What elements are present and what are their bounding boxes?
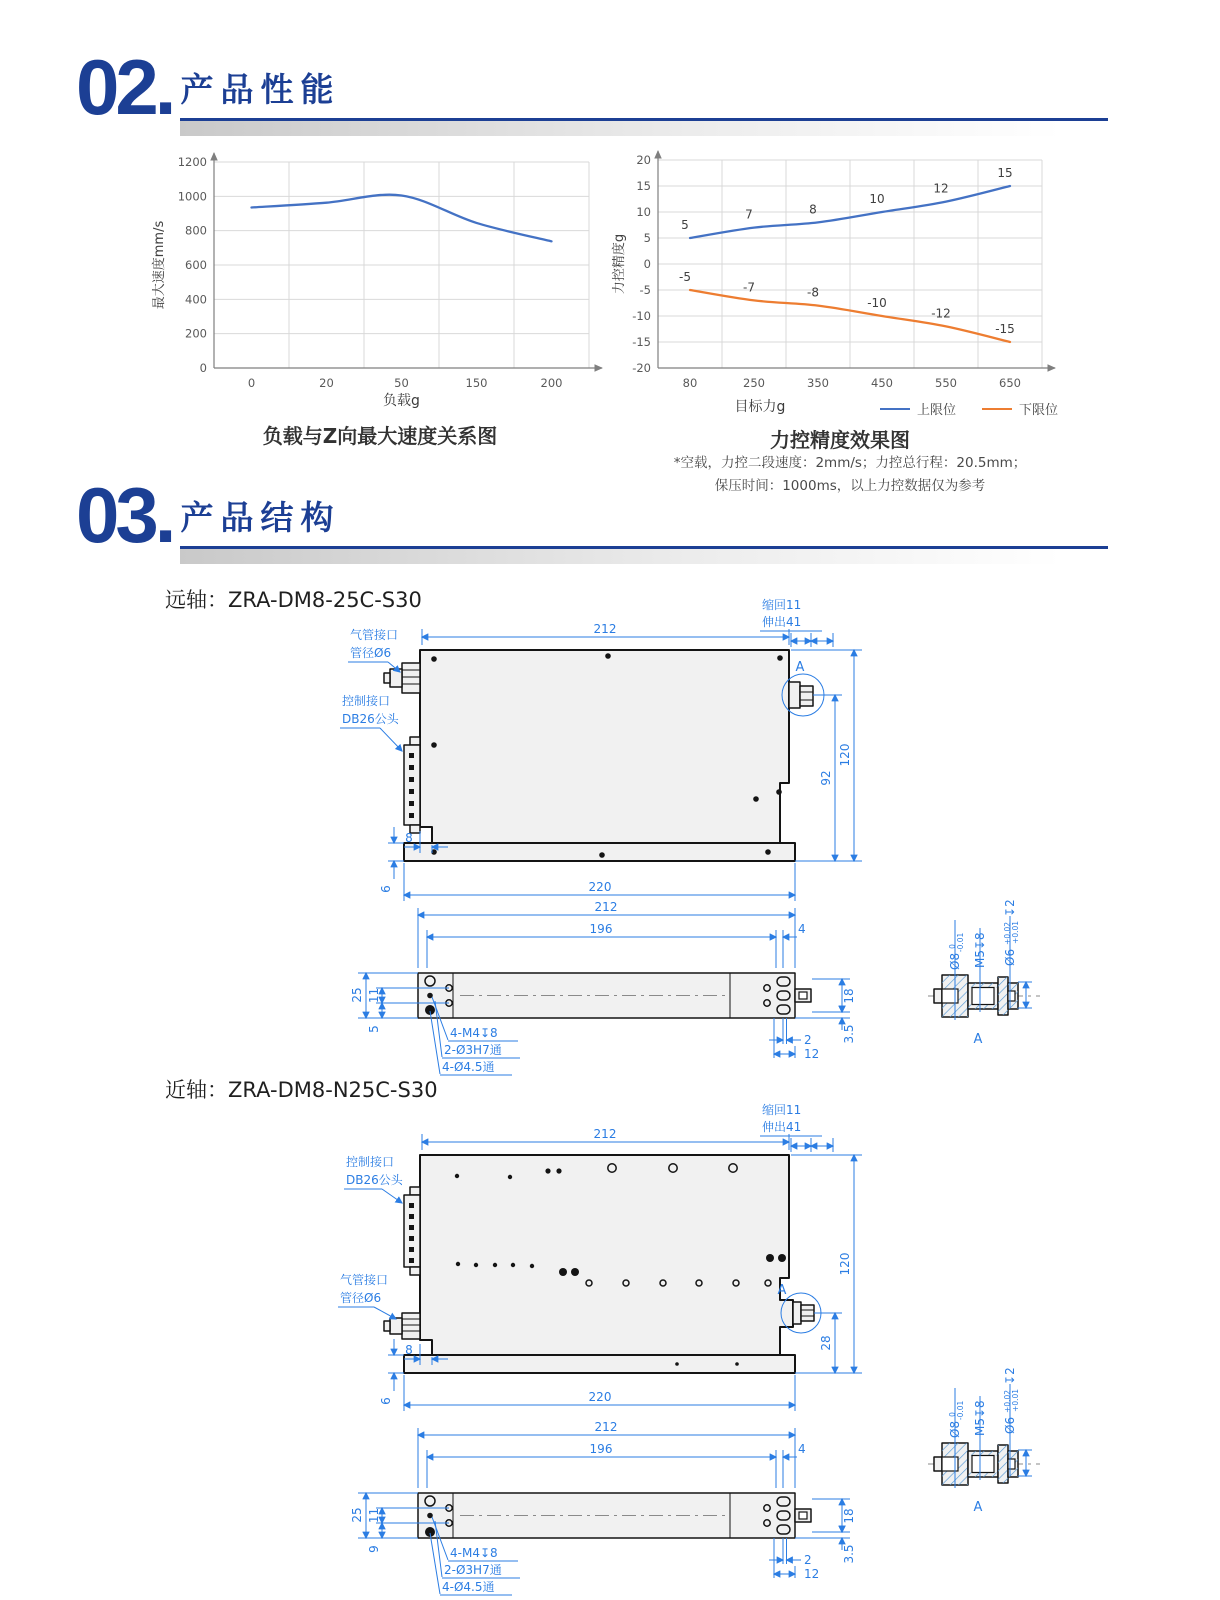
svg-text:7: 7 — [745, 207, 753, 222]
dim-25: 25 — [350, 987, 364, 1003]
ctrl-port-label-1: 控制接口 — [346, 1155, 395, 1169]
svg-text:8: 8 — [809, 202, 817, 217]
actuator-body-outline — [420, 1155, 793, 1355]
detail-dimensions — [948, 899, 1032, 1047]
near-axis-main-view — [330, 1100, 910, 1415]
pneumatic-connector — [384, 663, 420, 693]
ctrl-port-label-1: 控制接口 — [342, 694, 391, 708]
svg-text:5: 5 — [681, 218, 689, 232]
section-gradient-bar — [180, 549, 1108, 564]
svg-text:力控精度g: 力控精度g — [612, 233, 627, 295]
dim-28: 28 — [819, 1335, 833, 1351]
dim-d6: $Ø6^{+0.02}+0.01↧2$ — [1003, 1367, 1020, 1434]
svg-text:600: 600 — [185, 258, 207, 272]
air-port-label-1: 气管接口 — [340, 1273, 389, 1287]
dim-11: 11 — [367, 1507, 381, 1524]
svg-text:0: 0 — [247, 376, 256, 390]
db26-connector — [404, 1187, 420, 1275]
legend-label-lower: 下限位 — [1019, 403, 1059, 418]
detail-a-mark: A — [795, 660, 805, 675]
dim-8: 8 — [405, 831, 413, 845]
dim-2: 2 — [804, 1553, 812, 1567]
lower-limit-line-swatch — [982, 408, 1012, 410]
svg-text:350: 350 — [807, 376, 829, 390]
svg-text:80: 80 — [682, 376, 698, 390]
svg-text:-10: -10 — [867, 296, 887, 310]
air-port-label-1: 气管接口 — [350, 628, 399, 642]
ctrl-port-label-2: DB26公头 — [342, 712, 399, 726]
dim-120: 120 — [838, 1252, 852, 1276]
dim-6: 6 — [379, 885, 393, 893]
dim-3-5: 3.5 — [842, 1544, 856, 1564]
dim-11: 11 — [367, 987, 381, 1004]
svg-text:-5: -5 — [679, 270, 691, 284]
output-shaft — [793, 1302, 814, 1324]
dim-18: 18 — [842, 1508, 856, 1524]
section-title-structure: 产品结构 — [180, 498, 341, 537]
actuator-body-outline — [420, 650, 789, 843]
legend-item-upper — [880, 399, 956, 418]
callout-45: 4-Ø4.5通 — [442, 1580, 495, 1594]
svg-text:-8: -8 — [807, 285, 819, 300]
dim-220: 220 — [588, 1390, 612, 1404]
shaft-section — [934, 1443, 1018, 1485]
dim-extend: 伸出41 — [762, 1120, 802, 1134]
section-03-header — [76, 471, 1108, 564]
dim-92: 92 — [819, 770, 833, 786]
svg-text:20: 20 — [636, 153, 651, 167]
dim-4: 4 — [798, 1442, 806, 1456]
shaft-section — [934, 975, 1018, 1017]
detail-dimensions — [948, 1367, 1032, 1515]
svg-text:650: 650 — [999, 376, 1021, 390]
near-axis-label: 近轴： — [165, 1078, 228, 1102]
end-tab — [795, 989, 811, 1002]
detail-a-mark: A — [777, 1283, 787, 1298]
far-axis-side-view — [330, 900, 910, 1085]
chart2-legend — [880, 399, 1058, 418]
dim-220: 220 — [588, 880, 612, 894]
dim-retract: 缩回11 — [762, 598, 802, 612]
load-speed-chart — [150, 148, 605, 398]
dim-d8: $Ø8^0-0.01$ — [948, 1400, 965, 1438]
svg-text:-7: -7 — [743, 280, 755, 295]
base-flange — [404, 843, 795, 861]
section-number: 03. — [76, 471, 173, 559]
leader-labels — [338, 1154, 404, 1319]
callout-3h7: 2-Ø3H7通 — [444, 1043, 502, 1057]
dim-m5: M5↧8 — [973, 1400, 987, 1436]
dim-120: 120 — [838, 743, 852, 767]
chart2-title: 力控精度效果图 — [770, 428, 910, 452]
chart1-xlabel: 负载g — [383, 393, 420, 409]
svg-text:1200: 1200 — [177, 155, 207, 169]
legend-label-upper: 上限位 — [917, 403, 957, 418]
dim-m5: M5↧8 — [973, 932, 987, 968]
svg-text:-15: -15 — [995, 322, 1015, 336]
svg-text:250: 250 — [743, 376, 765, 390]
dim-5: 5 — [367, 1025, 381, 1033]
svg-text:200: 200 — [185, 326, 207, 341]
dim-9: 9 — [367, 1545, 381, 1553]
svg-text:400: 400 — [185, 292, 207, 307]
dim-212: 212 — [593, 622, 617, 636]
callout-m4: 4-M4↧8 — [450, 1546, 498, 1560]
svg-text:50: 50 — [394, 376, 409, 390]
dim-196: 196 — [589, 1442, 613, 1456]
svg-text:-15: -15 — [632, 335, 651, 349]
detail-a-mark: A — [973, 1032, 983, 1047]
end-tab — [795, 1509, 811, 1522]
section-number: 02. — [76, 43, 173, 131]
air-port-label-2: 管径Ø6 — [350, 646, 392, 660]
dim-212: 212 — [594, 900, 618, 914]
dim-212: 212 — [594, 1420, 618, 1434]
dim-12: 12 — [804, 1567, 820, 1581]
svg-text:550: 550 — [935, 376, 957, 390]
svg-text:5: 5 — [643, 231, 651, 245]
chart2-xlabel: 目标力g — [734, 399, 786, 415]
near-shaft-detail — [890, 1358, 1120, 1533]
dim-212: 212 — [593, 1127, 617, 1141]
svg-text:20: 20 — [319, 376, 334, 390]
svg-text:最大速度mm/s: 最大速度mm/s — [152, 220, 167, 310]
callout-3h7: 2-Ø3H7通 — [444, 1563, 502, 1577]
svg-text:15: 15 — [636, 179, 651, 193]
svg-text:450: 450 — [871, 376, 893, 390]
svg-text:150: 150 — [465, 376, 488, 390]
legend-item-lower — [982, 399, 1058, 418]
svg-text:0: 0 — [643, 257, 651, 271]
svg-text:10: 10 — [636, 205, 651, 219]
dim-d8: $Ø8^0-0.01$ — [948, 932, 965, 970]
section-02-header — [76, 43, 1108, 136]
dim-8: 8 — [405, 1343, 413, 1357]
svg-text:200: 200 — [540, 376, 563, 390]
svg-text:-20: -20 — [632, 361, 651, 375]
dim-d6: $Ø6^{+0.02}+0.01↧2$ — [1003, 899, 1020, 966]
force-accuracy-chart — [610, 148, 1070, 398]
section-title-performance: 产品性能 — [180, 70, 341, 109]
near-axis-side-view — [330, 1420, 910, 1600]
dim-2: 2 — [804, 1033, 812, 1047]
dim-18: 18 — [842, 988, 856, 1004]
dim-4: 4 — [798, 922, 806, 936]
chart1-title: 负载与Z向最大速度关系图 — [262, 424, 498, 448]
dim-3-5: 3.5 — [842, 1024, 856, 1044]
section-gradient-bar — [180, 121, 1108, 136]
chart-footnote-2: 保压时间：1000ms，以上力控数据仅为参考 — [714, 478, 986, 494]
dim-196: 196 — [589, 922, 613, 936]
callout-m4: 4-M4↧8 — [450, 1026, 498, 1040]
far-axis-model: ZRA-DM8-25C-S30 — [228, 588, 422, 612]
dim-25: 25 — [350, 1507, 364, 1523]
dim-12: 12 — [804, 1047, 820, 1061]
air-port-label-2: 管径Ø6 — [340, 1291, 382, 1305]
near-axis-model: ZRA-DM8-N25C-S30 — [228, 1078, 438, 1102]
far-axis-main-view — [330, 595, 910, 910]
ctrl-port-label-2: DB26公头 — [346, 1173, 403, 1187]
upper-limit-line-swatch — [880, 408, 910, 410]
far-axis-label: 远轴： — [165, 588, 228, 612]
svg-text:-5: -5 — [639, 283, 651, 297]
output-shaft — [789, 682, 813, 708]
chart-footnote-1: *空载，力控二段速度：2mm/s；力控总行程：20.5mm； — [673, 455, 1027, 471]
svg-text:12: 12 — [933, 181, 949, 196]
leader-labels — [340, 627, 402, 751]
far-shaft-detail — [890, 890, 1120, 1065]
callout-45: 4-Ø4.5通 — [442, 1060, 495, 1074]
svg-text:-10: -10 — [632, 309, 651, 323]
dim-retract: 缩回11 — [762, 1103, 802, 1117]
svg-text:0: 0 — [199, 361, 207, 375]
detail-a-mark: A — [973, 1500, 983, 1515]
dim-extend: 伸出41 — [762, 615, 802, 629]
svg-text:-12: -12 — [931, 306, 951, 321]
db26-connector — [404, 737, 420, 833]
pneumatic-connector — [384, 1313, 420, 1339]
svg-text:10: 10 — [869, 192, 885, 206]
svg-text:800: 800 — [185, 223, 207, 238]
svg-text:1000: 1000 — [177, 189, 207, 204]
svg-text:15: 15 — [997, 166, 1013, 180]
dim-6: 6 — [379, 1397, 393, 1405]
